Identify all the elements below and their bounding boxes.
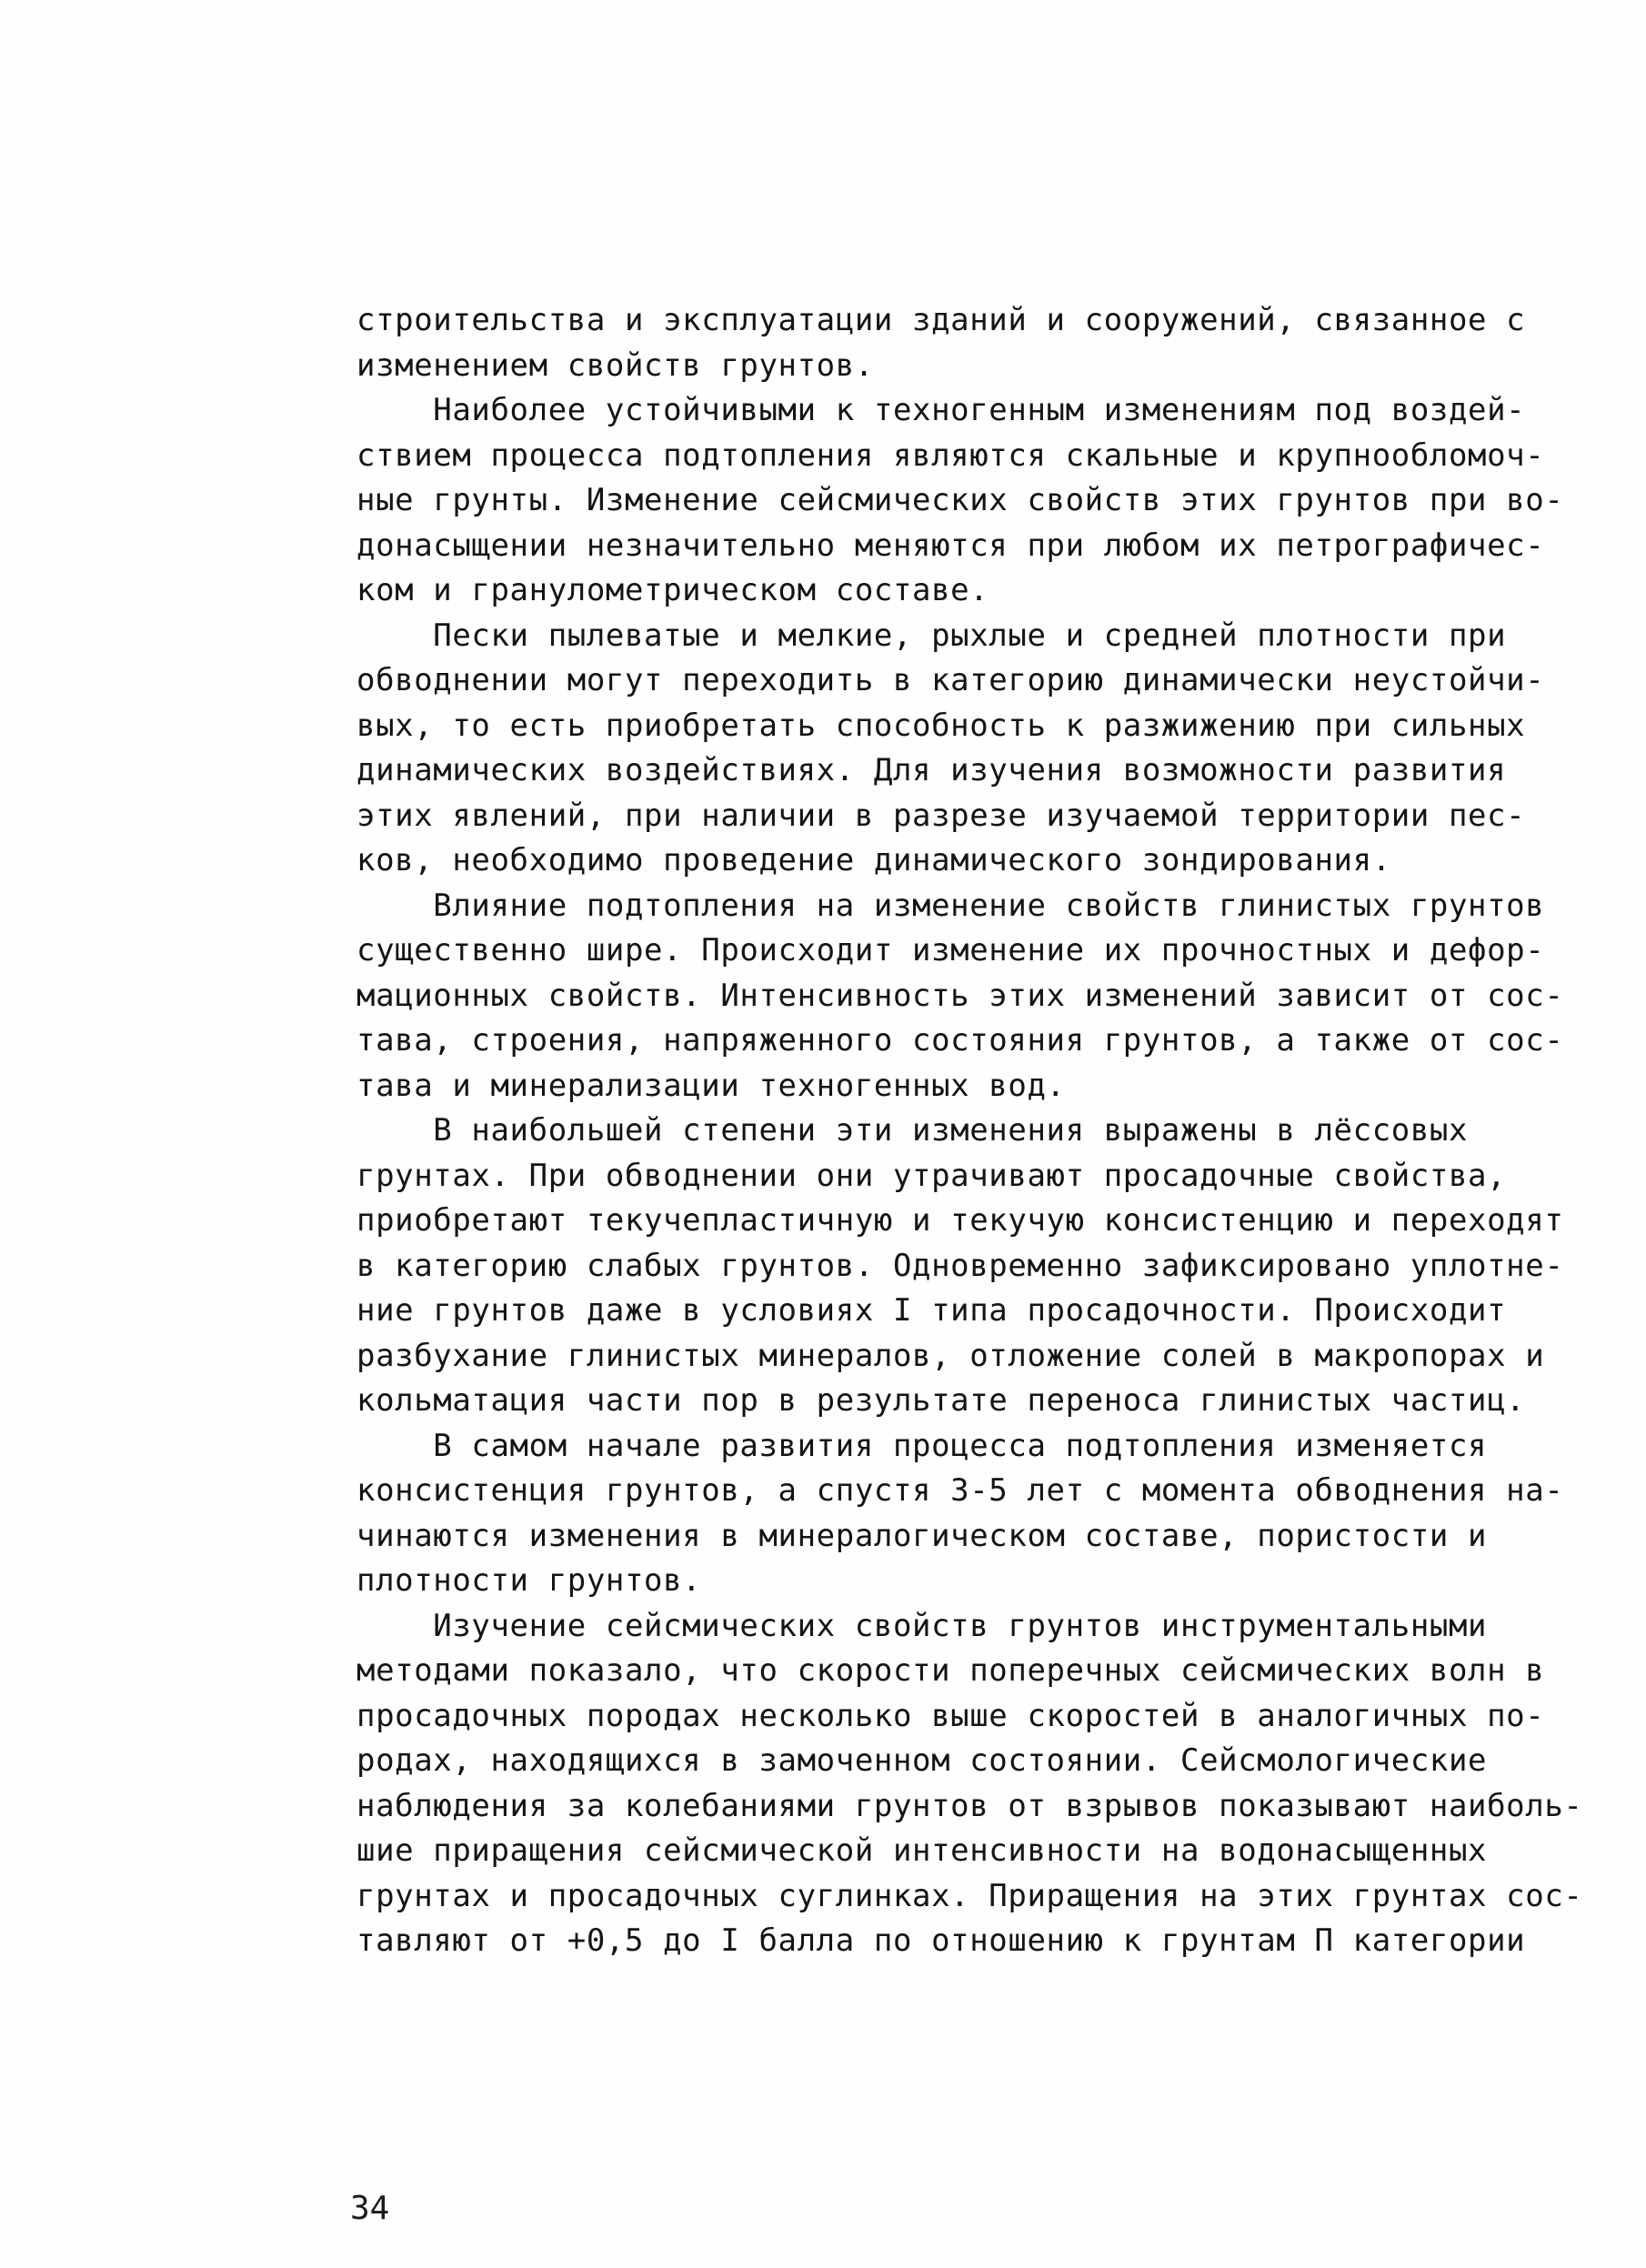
- text-line: донасыщении незначительно меняются при любом их петрографичес-: [356, 527, 1545, 564]
- text-line: этих явлений, при наличии в разрезе изучаемой территории пес-: [356, 797, 1526, 834]
- text-line: родах, находящихся в замоченном состоянии. Сейсмологические: [356, 1742, 1488, 1779]
- text-line: в категорию слабых грунтов. Одновременно зафиксировано уплотне-: [356, 1247, 1564, 1284]
- text-line: Пески пылеватые и мелкие, рыхлые и средней плотности при: [356, 617, 1507, 654]
- text-line: Наиболее устойчивыми к техногенным изменениям под воздей-: [356, 392, 1526, 428]
- text-line: ков, необходимо проведение динамического зондирования.: [356, 842, 1391, 878]
- text-line: грунтах и просадочных суглинках. Приращения на этих грунтах сос-: [356, 1877, 1583, 1914]
- text-line: ные грунты. Изменение сейсмических свойств этих грунтов при во-: [356, 482, 1564, 518]
- text-line: тавляют от +0,5 до I балла по отношению к грунтам П категории: [356, 1922, 1526, 1959]
- text-line: В наибольшей степени эти изменения выражены в лёссовых: [356, 1112, 1469, 1149]
- text-line: тава, строения, напряженного состояния грунтов, а также от сос-: [356, 1022, 1564, 1059]
- text-line: изменением свойств грунтов.: [356, 346, 874, 384]
- text-line: динамических воздействиях. Для изучения возможности развития: [356, 752, 1507, 788]
- page-number: 34: [350, 2190, 390, 2227]
- text-line: обводнении могут переходить в категорию динамически неустойчи-: [356, 662, 1545, 698]
- text-line: Влияние подтопления на изменение свойств глинистых грунтов: [356, 887, 1545, 924]
- text-line: чинаются изменения в минералогическом составе, пористости и: [356, 1517, 1488, 1554]
- text-line: В самом начале развития процесса подтопления изменяется: [356, 1427, 1488, 1464]
- text-line: методами показало, что скорости поперечных сейсмических волн в: [356, 1652, 1545, 1689]
- text-line: грунтах. При обводнении они утрачивают просадочные свойства,: [356, 1157, 1507, 1194]
- text-line: существенно шире. Происходит изменение их прочностных и дефор-: [356, 932, 1545, 968]
- text-line: ком и гранулометрическом составе.: [356, 572, 989, 608]
- text-line: мационных свойств. Интенсивность этих изменений зависит от сос-: [356, 977, 1564, 1014]
- text-line: строительства и эксплуатации зданий и сооружений, связанное с: [356, 302, 1526, 338]
- text-line: шие приращения сейсмической интенсивности на водонасыщенных: [356, 1832, 1488, 1869]
- text-line: Изучение сейсмических свойств грунтов инструментальными: [356, 1607, 1488, 1644]
- text-line: консистенция грунтов, а спустя 3-5 лет с момента обводнения на-: [356, 1472, 1564, 1509]
- text-line: тава и минерализации техногенных вод.: [356, 1067, 1066, 1104]
- text-line: ние грунтов даже в условиях I типа просадочности. Происходит: [356, 1292, 1507, 1329]
- text-line: ствием процесса подтопления являются скальные и крупнообломоч-: [356, 437, 1545, 474]
- text-line: кольматация части пор в результате переноса глинистых частиц.: [356, 1382, 1526, 1419]
- text-line: вых, то есть приобретать способность к разжижению при сильных: [356, 707, 1526, 744]
- text-line: приобретают текучепластичную и текучую консистенцию и переходят: [356, 1202, 1564, 1239]
- text-line: разбухание глинистых минералов, отложение солей в макропорах и: [356, 1337, 1545, 1374]
- text-line: просадочных породах несколько выше скоростей в аналогичных по-: [356, 1697, 1545, 1734]
- body-text: [356, 298, 1583, 1964]
- text-line: плотности грунтов.: [356, 1562, 702, 1599]
- text-line: наблюдения за колебаниями грунтов от взрывов показывают наиболь-: [356, 1787, 1583, 1824]
